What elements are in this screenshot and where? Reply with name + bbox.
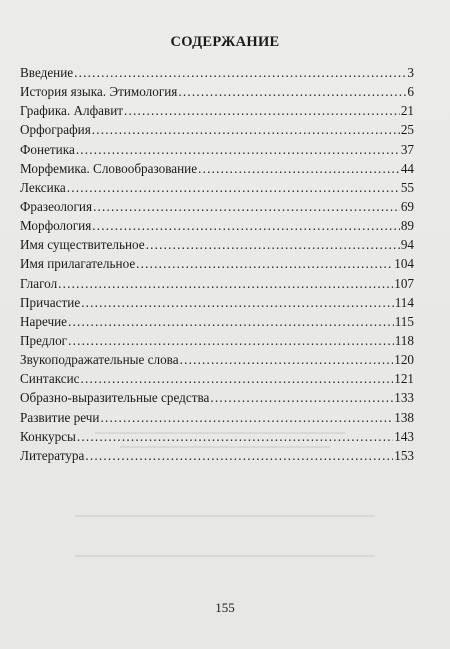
toc-entry-page: 115 — [394, 313, 414, 329]
toc-leader-dots — [178, 82, 406, 101]
toc-leader-dots — [81, 293, 394, 312]
toc-entry-page: 120 — [394, 352, 414, 368]
toc-entry-label: Конкурсы — [20, 428, 76, 444]
toc-leader-dots — [210, 388, 393, 407]
toc-entry-page: 69 — [400, 198, 414, 214]
toc-entry-page: 133 — [394, 390, 414, 406]
toc-leader-dots — [68, 312, 394, 331]
toc-entry-page: 94 — [400, 237, 414, 253]
toc-entry[interactable] — [20, 159, 414, 178]
toc-entry[interactable] — [20, 63, 414, 82]
table-of-contents — [20, 63, 414, 465]
toc-leader-dots — [67, 178, 400, 197]
toc-entry-page: 37 — [400, 141, 414, 157]
toc-leader-dots — [136, 254, 393, 273]
toc-entry-label: Имя прилагательное — [20, 256, 136, 272]
toc-entry[interactable] — [20, 101, 414, 120]
toc-entry[interactable] — [20, 274, 414, 293]
toc-entry-page: 6 — [407, 84, 414, 100]
toc-entry-page: 89 — [400, 218, 414, 234]
toc-entry[interactable] — [20, 254, 414, 273]
toc-leader-dots — [180, 350, 394, 369]
toc-entry[interactable] — [20, 82, 414, 101]
toc-entry-page: 44 — [400, 160, 414, 176]
toc-entry-page: 107 — [394, 275, 414, 291]
toc-entry-label: Литература — [20, 447, 85, 463]
toc-entry[interactable] — [20, 216, 414, 235]
toc-entry-page: 121 — [394, 371, 414, 387]
toc-entry-page: 118 — [394, 332, 414, 348]
toc-entry-label: Звукоподражательные слова — [20, 352, 179, 368]
toc-entry-label: Фонетика — [20, 141, 75, 157]
toc-entry[interactable] — [20, 140, 414, 159]
toc-entry-label: Имя существительное — [20, 237, 145, 253]
toc-leader-dots — [76, 140, 400, 159]
toc-leader-dots — [81, 369, 394, 388]
toc-entry-page: 143 — [394, 428, 414, 444]
toc-entry-page: 55 — [400, 179, 414, 195]
toc-leader-dots — [146, 235, 400, 254]
toc-entry-label: Причастие — [20, 294, 81, 310]
toc-leader-dots — [198, 159, 400, 178]
toc-entry-label: Морфология — [20, 218, 92, 234]
toc-entry-label: Глагол — [20, 275, 58, 291]
toc-entry-page: 21 — [400, 103, 414, 119]
toc-leader-dots — [77, 427, 393, 446]
toc-entry-label: Предлог — [20, 332, 68, 348]
show-through-line — [75, 515, 375, 517]
page-number: 155 — [215, 600, 235, 615]
toc-entry-label: Введение — [20, 65, 74, 80]
toc-entry[interactable] — [20, 312, 414, 331]
toc-leader-dots — [93, 197, 400, 216]
toc-entry[interactable] — [20, 408, 414, 427]
toc-entry[interactable] — [20, 293, 414, 312]
toc-entry[interactable] — [20, 446, 414, 465]
toc-entry[interactable] — [20, 388, 414, 407]
toc-leader-dots — [85, 446, 393, 465]
toc-entry-label: Фразеология — [20, 198, 93, 214]
toc-leader-dots — [100, 408, 393, 427]
toc-entry-page: 114 — [394, 294, 414, 310]
toc-leader-dots — [92, 120, 400, 139]
toc-entry-page: 153 — [394, 447, 414, 463]
toc-entry[interactable] — [20, 331, 414, 350]
toc-leader-dots — [74, 63, 406, 82]
toc-entry[interactable] — [20, 235, 414, 254]
toc-entry-label: Лексика — [20, 179, 66, 195]
toc-entry-label: Образно-выразительные средства — [20, 390, 210, 406]
toc-entry-label: Наречие — [20, 313, 68, 329]
toc-leader-dots — [124, 101, 400, 120]
toc-leader-dots — [68, 331, 394, 350]
toc-entry-page: 104 — [394, 256, 414, 272]
toc-entry-label: Графика. Алфавит — [20, 103, 124, 119]
toc-entry-label: История языка. Этимология — [20, 84, 178, 100]
toc-entry[interactable] — [20, 369, 414, 388]
page-title: СОДЕРЖАНИЕ — [170, 34, 280, 50]
toc-leader-dots — [92, 216, 400, 235]
toc-entry-label: Развитие речи — [20, 409, 100, 425]
toc-entry-page: 25 — [400, 122, 414, 138]
toc-leader-dots — [58, 274, 393, 293]
toc-entry-label: Синтаксис — [20, 371, 80, 387]
toc-entry[interactable] — [20, 427, 414, 446]
toc-entry[interactable] — [20, 120, 414, 139]
toc-entry-label: Морфемика. Словообразование — [20, 160, 198, 176]
show-through-line — [75, 555, 375, 557]
toc-entry-page: 3 — [407, 65, 414, 80]
toc-entry[interactable] — [20, 197, 414, 216]
toc-entry[interactable] — [20, 350, 414, 369]
toc-entry-label: Орфография — [20, 122, 91, 138]
toc-entry-page: 138 — [394, 409, 414, 425]
toc-entry[interactable] — [20, 178, 414, 197]
